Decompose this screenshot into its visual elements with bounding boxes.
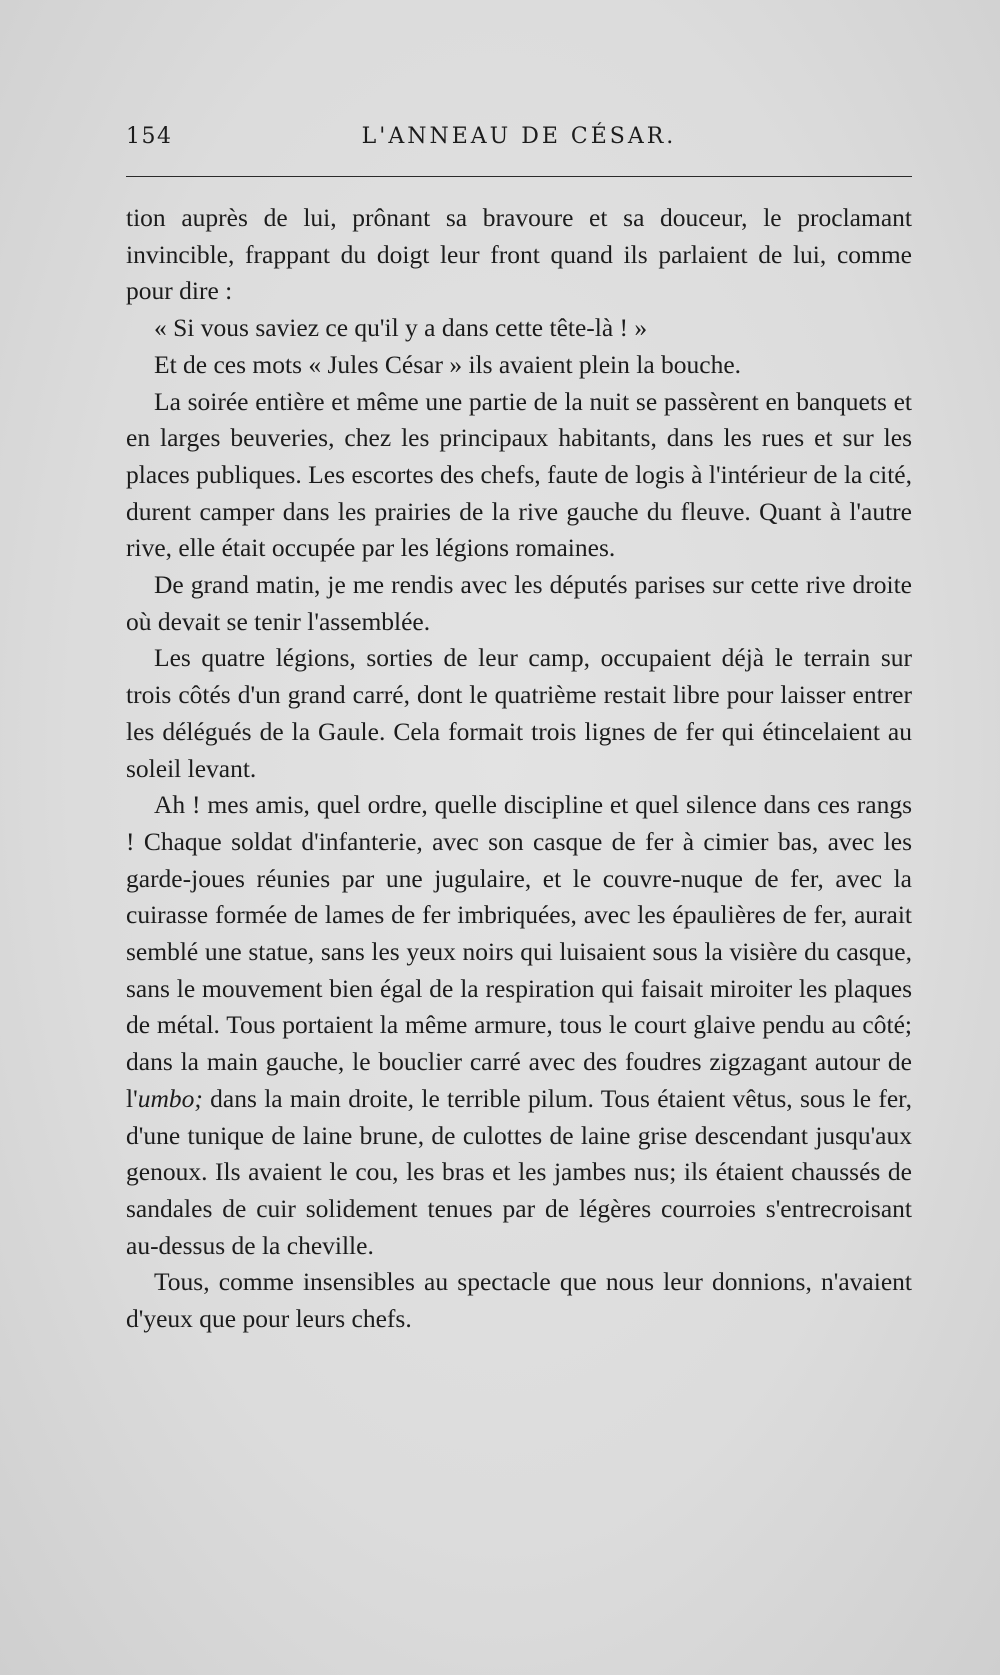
- running-title: L'ANNEAU DE CÉSAR.: [361, 124, 677, 149]
- paragraph: De grand matin, je me rendis avec les députés parises sur cette rive droite où devait se tenir l'assemblée.: [126, 570, 912, 636]
- page-number: 154: [126, 124, 173, 149]
- paragraph-text: Ah ! mes amis, quel ordre, quelle discipline et quel silence dans ces rangs ! Chaque soldat d'infanterie, avec son casque de fer à cimier bas, avec les garde-joues réunies par une jugulaire, et le couvre-nuque de fer, avec la cuirasse formée de lames de fer imbriquées, avec les épaulières de fer, aurait semblé une statue, sans les yeux noirs qui luisaient sous la visière du casque, sans le mouvement bien égal de la respiration qui faisait miroiter les plaques de métal. Tous portaient la même armure, tous le court glaive pendu au côté; dans la main gauche, le bouclier carré avec des foudres zigzagant autour de l': [126, 790, 912, 1113]
- paragraph: « Si vous saviez ce qu'il y a dans cette tête-là ! »: [154, 313, 648, 343]
- paragraph: Les quatre légions, sorties de leur camp, occupaient déjà le terrain sur trois côtés d'un grand carré, dont le quatrième restait libre pour laisser entrer les délégués de la Gaule. Cela formait trois lignes de fer qui étincelaient au soleil levant.: [126, 643, 912, 783]
- paragraph: La soirée entière et même une partie de la nuit se passèrent en banquets et en larges beuveries, chez les principaux habitants, dans les rues et sur les places publiques. Les escortes des chefs, faute de logis à l'intérieur de la cité, durent camper dans les prairies de la rive gauche du fleuve. Quant à l'autre rive, elle était occupée par les légions romaines.: [126, 386, 912, 563]
- italic-term: umbo;: [137, 1083, 203, 1113]
- paragraph: [126, 787, 912, 1264]
- page-header: [126, 118, 912, 158]
- paragraph: Et de ces mots « Jules César » ils avaient plein la bouche.: [154, 349, 742, 379]
- paragraph: Tous, comme insensibles au spectacle que nous leur donnions, n'avaient d'yeux que pour leurs chefs.: [126, 1267, 912, 1334]
- paragraph-text: dans la main droite, le terrible pilum. Tous étaient vêtus, sous le fer, d'une tunique de laine brune, de culottes de laine grise descendant jusqu'aux genoux. Ils avaient le cou, les bras et les jambes nus; ils étaient chaussés de sandales de cuir solidement tenues par de légères courroies s'entrecroisant au-dessus de la cheville.: [126, 1083, 912, 1260]
- header-rule: [126, 176, 912, 177]
- body-text: [126, 200, 912, 1338]
- paragraph: tion auprès de lui, prônant sa bravoure et sa douceur, le proclamant invincible, frappant du doigt leur front quand ils parlaient de lui, comme pour dire :: [126, 203, 912, 306]
